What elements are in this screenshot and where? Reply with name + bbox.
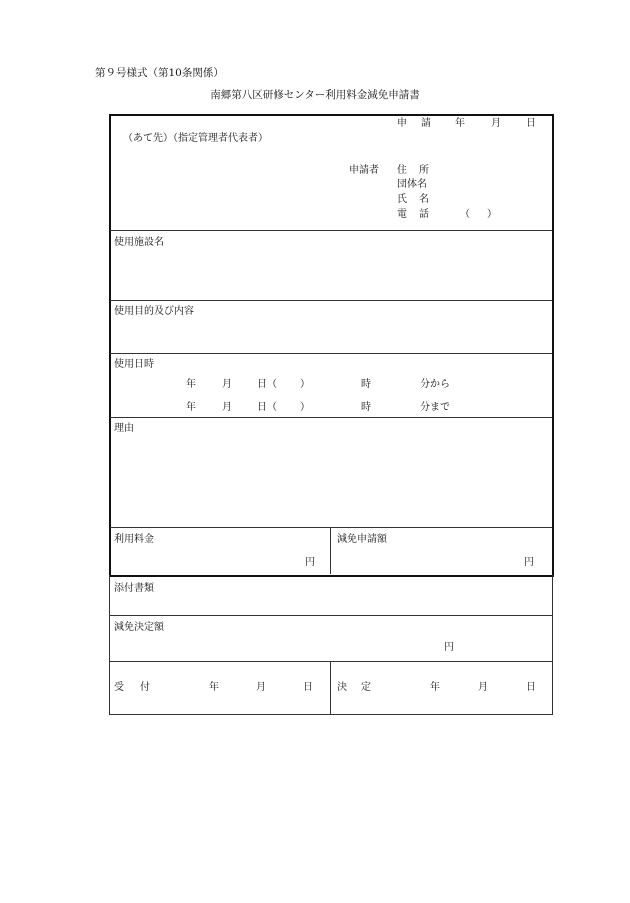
form-title: 南郷第八区研修センター利用料金減免申請書 (210, 89, 420, 101)
decision-amount-yen: 円 (444, 642, 454, 653)
datetime-label: 使用日時 (114, 359, 154, 370)
hour-label: 時 (361, 379, 371, 390)
minute-to-label: 分まで (420, 402, 450, 413)
day-label: 日 (526, 682, 536, 693)
divider-vertical (109, 575, 110, 715)
day-label: 日 (303, 682, 313, 693)
decided-label: 定 (361, 682, 371, 693)
facility-label: 使用施設名 (114, 237, 164, 248)
year-label: 年 (455, 118, 465, 129)
month-label: 月 (222, 402, 232, 413)
addressee: （あて先）（指定管理者代表者） (123, 133, 268, 144)
month-label: 月 (222, 379, 232, 390)
hour-label: 時 (361, 402, 371, 413)
name-label: 名 (419, 194, 429, 205)
date-label-part: 請 (421, 118, 431, 129)
paren-close: ） (300, 379, 310, 390)
month-label: 月 (256, 682, 266, 693)
group-name-label: 団体名 (397, 179, 427, 190)
form-number: 第９号様式（第10条関係） (95, 67, 224, 79)
divider (110, 230, 552, 231)
reason-label: 理由 (114, 423, 134, 434)
reduction-request-label: 減免申請額 (337, 534, 387, 545)
phone-paren-close: ） (487, 209, 497, 220)
divider-vertical (330, 528, 331, 574)
received-label: 受 (114, 682, 124, 693)
purpose-label: 使用目的及び内容 (114, 306, 194, 317)
day-label: 日 (526, 118, 536, 129)
fee-label: 利用料金 (114, 534, 154, 545)
phone-label: 話 (419, 209, 429, 220)
main-form-box (109, 114, 554, 577)
decided-label: 決 (337, 682, 347, 693)
divider (110, 353, 552, 354)
divider (109, 661, 553, 662)
divider-vertical (330, 662, 331, 714)
month-label: 月 (478, 682, 488, 693)
attachments-label: 添付書類 (114, 583, 154, 594)
applicant-label: 申請者 (349, 165, 379, 176)
fee-yen: 円 (305, 557, 315, 568)
paren-close: ） (300, 402, 310, 413)
divider (110, 417, 552, 418)
received-label: 付 (140, 682, 150, 693)
decision-amount-label: 減免決定額 (114, 622, 164, 633)
year-label: 年 (186, 379, 196, 390)
divider (109, 615, 553, 616)
minute-from-label: 分から (420, 379, 450, 390)
divider (110, 527, 552, 528)
divider-vertical (552, 575, 553, 715)
day-label: 日（ (257, 402, 277, 413)
month-label: 月 (491, 118, 501, 129)
date-label-part: 申 (397, 118, 407, 129)
phone-paren-open: （ (460, 209, 470, 220)
reduction-request-yen: 円 (524, 557, 534, 568)
name-label: 氏 (397, 194, 407, 205)
phone-label: 電 (397, 209, 407, 220)
day-label: 日（ (257, 379, 277, 390)
year-label: 年 (209, 682, 219, 693)
divider (109, 714, 553, 715)
address-label: 所 (419, 165, 429, 176)
year-label: 年 (430, 682, 440, 693)
address-label: 住 (397, 165, 407, 176)
year-label: 年 (186, 402, 196, 413)
divider (110, 300, 552, 301)
